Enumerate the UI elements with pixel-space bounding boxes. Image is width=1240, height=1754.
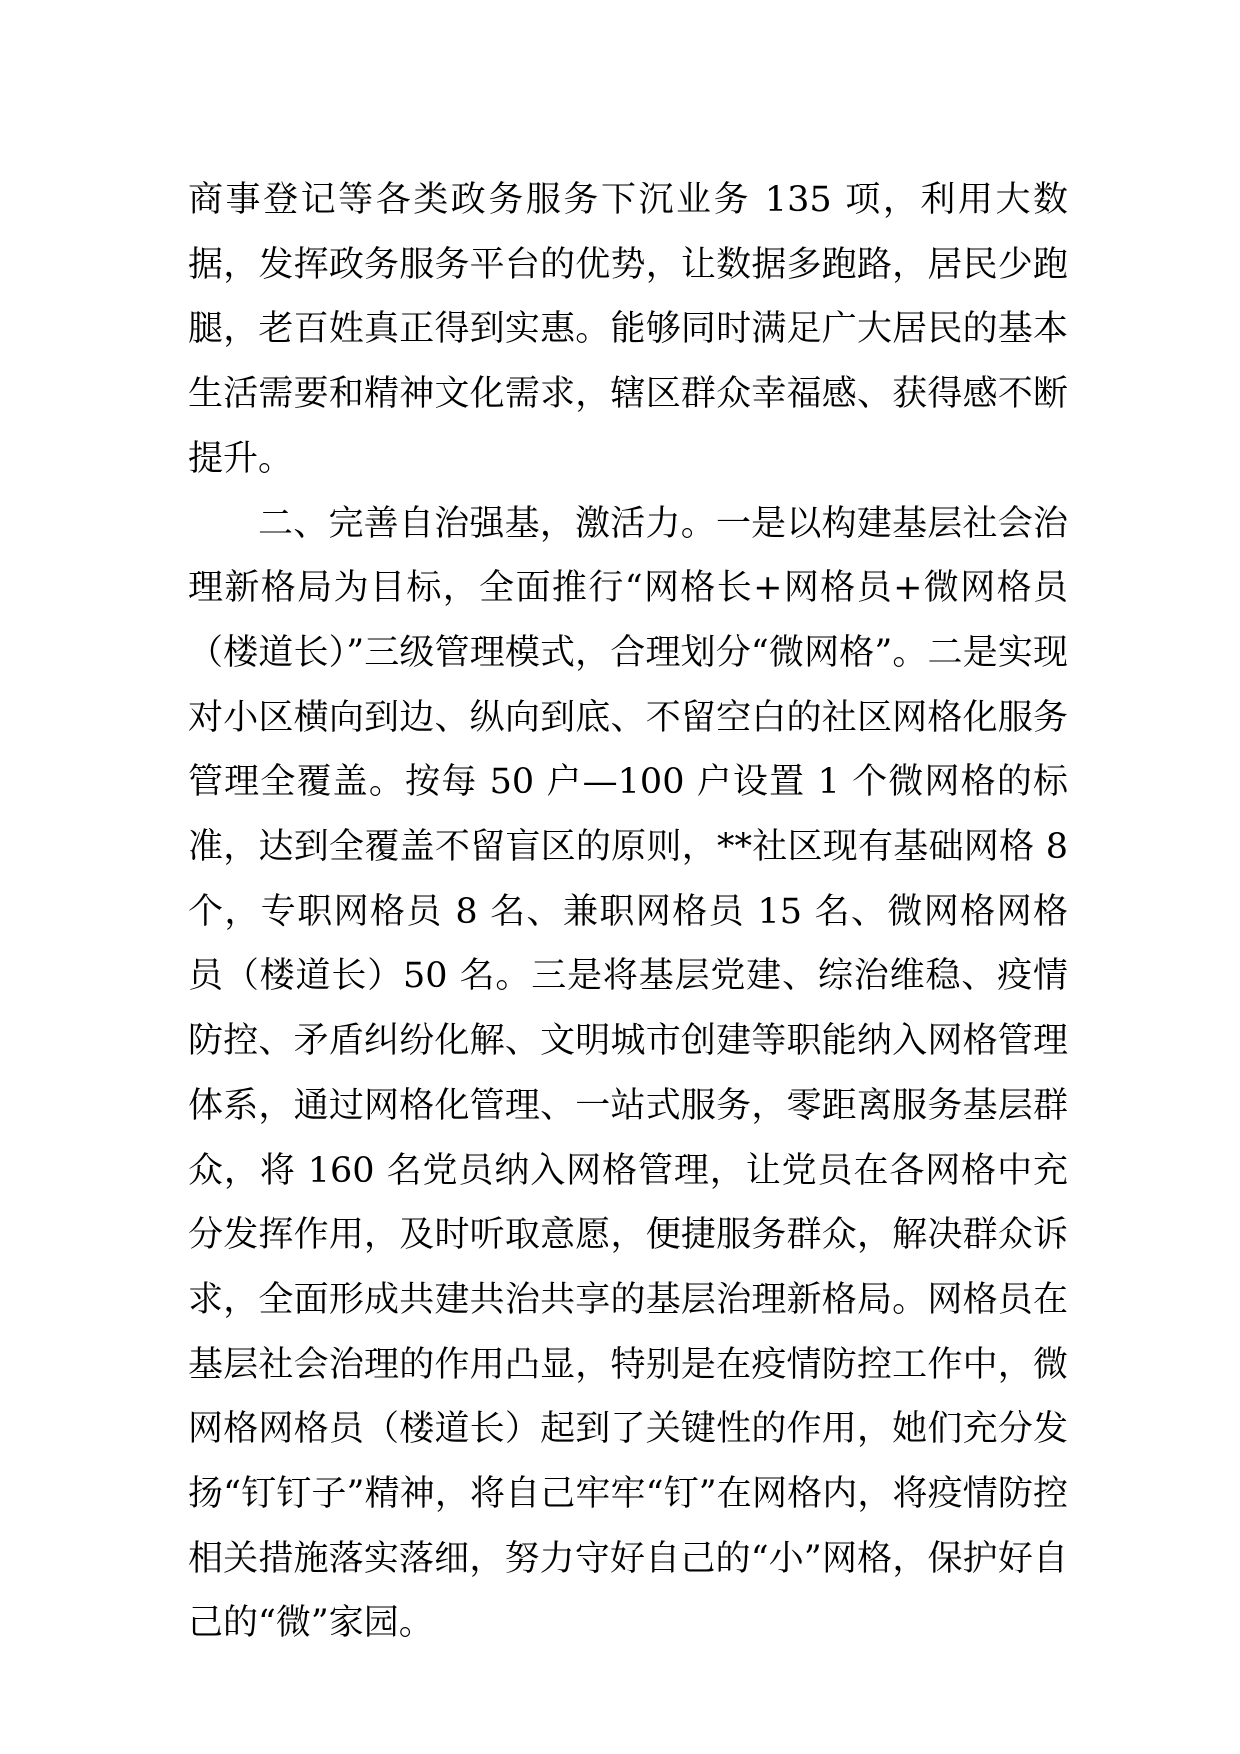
paragraph-section-two: 二、完善自治强基，激活力。一是以构建基层社会治理新格局为目标，全面推行“网格长+网格员+微网格员（楼道长）”三级管理模式，合理划分“微网格”。二是实现对小区横向到边、纵向到底、不留空白的社区网格化服务管理全覆盖。按每 50 户—100 户设置 1 个微网格的标准，达到全覆盖不留盲区的原则，**社区现有基础网格 8 个，专职网格员 8 名、兼职网格员 15 名、微网格网格员（楼道长）50 名。三是将基层党建、综治维稳、疫情防控、矛盾纠纷化解、文明城市创建等职能纳入网格管理体系，通过网格化管理、一站式服务，零距离服务基层群众，将 160 名党员纳入网格管理，让党员在各网格中充分发挥作用，及时听取意愿，便捷服务群众，解决群众诉求，全面形成共建共治共享的基层治理新格局。网格员在基层社会治理的作用凸显，特别是在疫情防控工作中，微网格网格员（楼道长）起到了关键性的作用，她们充分发扬“钉钉子”精神，将自己牢牢“钉”在网格内，将疫情防控相关措施落实落细，努力守好自己的“小”网格，保护好自己的“微”家园。 — [188, 503, 1068, 1644]
paragraph-continued: 商事登记等各类政务服务下沉业务 135 项，利用大数据，发挥政务服务平台的优势，让数据多跑路，居民少跑腿，老百姓真正得到实惠。能够同时满足广大居民的基本生活需要和精神文化需求，辖区群众幸福感、获得感不断提升。 — [188, 180, 1068, 479]
body-text — [188, 168, 1068, 1656]
